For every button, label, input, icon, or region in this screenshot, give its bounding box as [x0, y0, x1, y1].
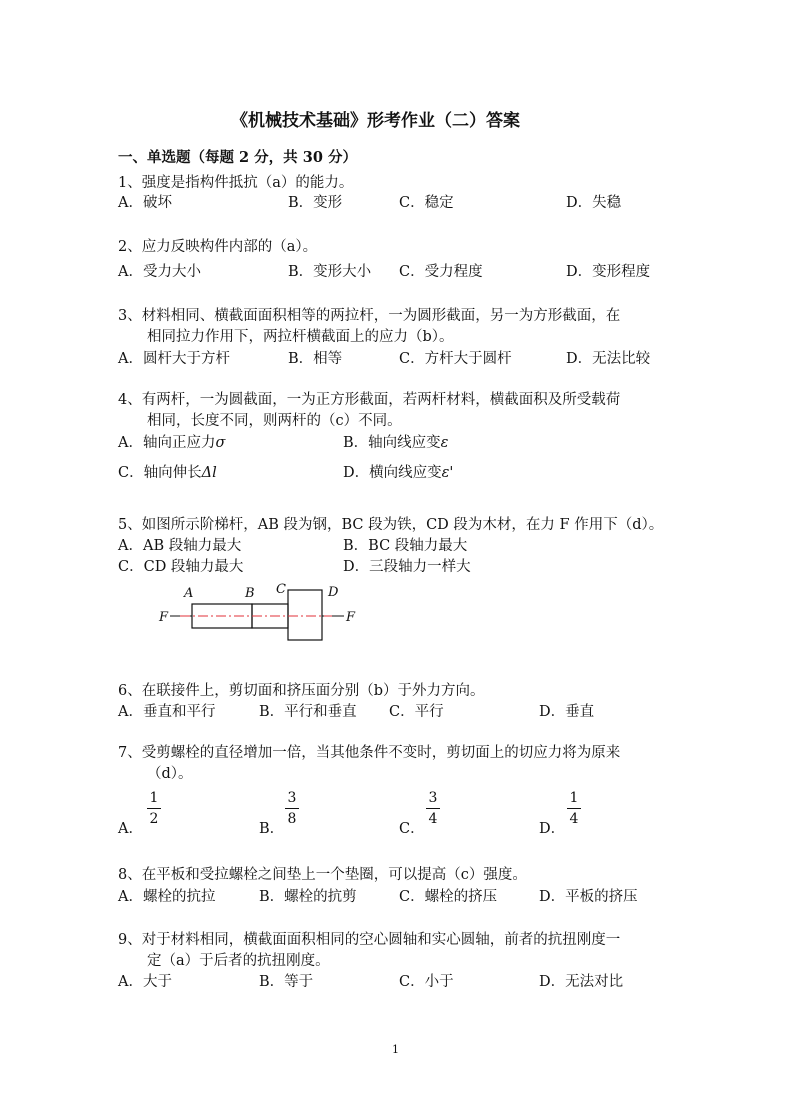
- question-stem-line2: 相同拉力作用下，两拉杆横截面上的应力（b）。: [147, 329, 454, 345]
- option-c: C．平行: [389, 704, 444, 720]
- numerator: 3: [428, 790, 438, 806]
- option-b: [343, 431, 448, 452]
- option-d: D．三段轴力一样大: [343, 559, 471, 575]
- force-left-label: F: [159, 610, 169, 625]
- segment-cd: [288, 590, 322, 640]
- option-c: C．CD 段轴力最大: [118, 559, 244, 575]
- option-a: A．螺栓的抗拉: [118, 889, 216, 905]
- option-b: B．相等: [288, 351, 343, 367]
- question-stem: 6、在联接件上，剪切面和挤压面分别（b）于外力方向。: [118, 683, 485, 699]
- question-stem-line1: 4、有两杆，一为圆截面，一为正方形截面，若两杆材料，横截面积及所受载荷: [118, 392, 621, 408]
- question-stem-line1: 3、材料相同、横截面面积相等的两拉杆，一为圆形截面，另一为方形截面，在: [118, 308, 621, 324]
- option-c: [118, 461, 217, 482]
- numerator: 1: [149, 790, 159, 806]
- option-a: A．: [118, 821, 143, 837]
- fraction-c: [426, 789, 440, 828]
- epsilon-prime-symbol: ε': [441, 465, 454, 481]
- question-stem: 8、在平板和受拉螺栓之间垫上一个垫圈，可以提高（c）强度。: [118, 867, 527, 883]
- option-a: A．垂直和平行: [118, 704, 216, 720]
- question-stem-line2: （d）。: [147, 766, 193, 782]
- option-c: C．小于: [399, 974, 454, 990]
- denominator: 4: [569, 811, 579, 827]
- page-number: 1: [392, 1043, 399, 1056]
- option-a: A．大于: [118, 974, 172, 990]
- numerator: 3: [287, 790, 297, 806]
- numerator: 1: [569, 790, 579, 806]
- option-d: D．无法对比: [539, 974, 624, 990]
- option-c: C．稳定: [399, 195, 454, 211]
- option-b: B．平行和垂直: [259, 704, 357, 720]
- denominator: 4: [428, 811, 438, 827]
- sigma-symbol: σ: [215, 435, 226, 451]
- option-d-text: D．横向线应变: [343, 465, 442, 481]
- epsilon-symbol: ε: [440, 435, 449, 451]
- option-b: B．螺栓的抗剪: [259, 889, 357, 905]
- denominator: 8: [287, 811, 297, 827]
- option-b: B．: [259, 821, 285, 837]
- option-d: D．: [539, 821, 566, 837]
- option-a: A．AB 段轴力最大: [118, 538, 242, 554]
- option-d: D．失稳: [566, 195, 622, 211]
- option-c: C．方杆大于圆杆: [399, 351, 512, 367]
- option-a: A．破坏: [118, 195, 172, 211]
- option-d: D．平板的挤压: [539, 889, 638, 905]
- option-b-text: B．轴向线应变: [343, 435, 441, 451]
- question-stem: 1、强度是指构件抵抗（a）的能力。: [118, 175, 354, 191]
- force-right-label: F: [346, 610, 356, 625]
- option-a-text: A．轴向正应力: [118, 435, 216, 451]
- question-stem: 2、应力反映构件内部的（a）。: [118, 239, 318, 255]
- option-b: B．BC 段轴力最大: [343, 538, 468, 554]
- option-d: D．变形程度: [566, 264, 651, 280]
- fraction-a: [147, 789, 161, 828]
- option-c: C．受力程度: [399, 264, 483, 280]
- delta-l-symbol: Δl: [201, 465, 217, 481]
- option-c-text: C．轴向伸长: [118, 465, 202, 481]
- option-b: B．变形大小: [288, 264, 372, 280]
- option-d: D．垂直: [539, 704, 595, 720]
- stepped-bar-figure: [150, 580, 370, 646]
- fraction-d: [567, 789, 581, 828]
- option-c: C．螺栓的挤压: [399, 889, 498, 905]
- option-a: [118, 431, 225, 452]
- label-c: C: [276, 582, 286, 597]
- option-c: C．: [399, 821, 425, 837]
- question-stem-line2: 相同，长度不同，则两杆的（c）不同。: [147, 413, 402, 429]
- option-b: B．变形: [288, 195, 343, 211]
- label-a: A: [184, 586, 194, 601]
- question-stem-line1: 7、受剪螺栓的直径增加一倍，当其他条件不变时，剪切面上的切应力将为原来: [118, 745, 621, 761]
- label-d: D: [328, 585, 339, 600]
- question-stem: 5、如图所示阶梯杆，AB 段为钢，BC 段为铁，CD 段为木材，在力 F 作用下（d）。: [118, 517, 664, 533]
- option-a: A．圆杆大于方杆: [118, 351, 230, 367]
- question-stem-line1: 9、对于材料相同，横截面面积相同的空心圆轴和实心圆轴，前者的抗扭刚度一: [118, 932, 621, 948]
- page-title: 《机械技术基础》形考作业（二）答案: [231, 111, 520, 131]
- denominator: 2: [149, 811, 159, 827]
- option-a: A．受力大小: [118, 264, 201, 280]
- section-heading: 一、单选题（每题 2 分，共 30 分）: [118, 149, 357, 166]
- option-d: [343, 461, 453, 482]
- question-stem-line2: 定（a）于后者的抗扭刚度。: [147, 953, 330, 969]
- label-b: B: [245, 586, 255, 601]
- option-d: D．无法比较: [566, 351, 651, 367]
- option-b: B．等于: [259, 974, 314, 990]
- fraction-b: [285, 789, 299, 828]
